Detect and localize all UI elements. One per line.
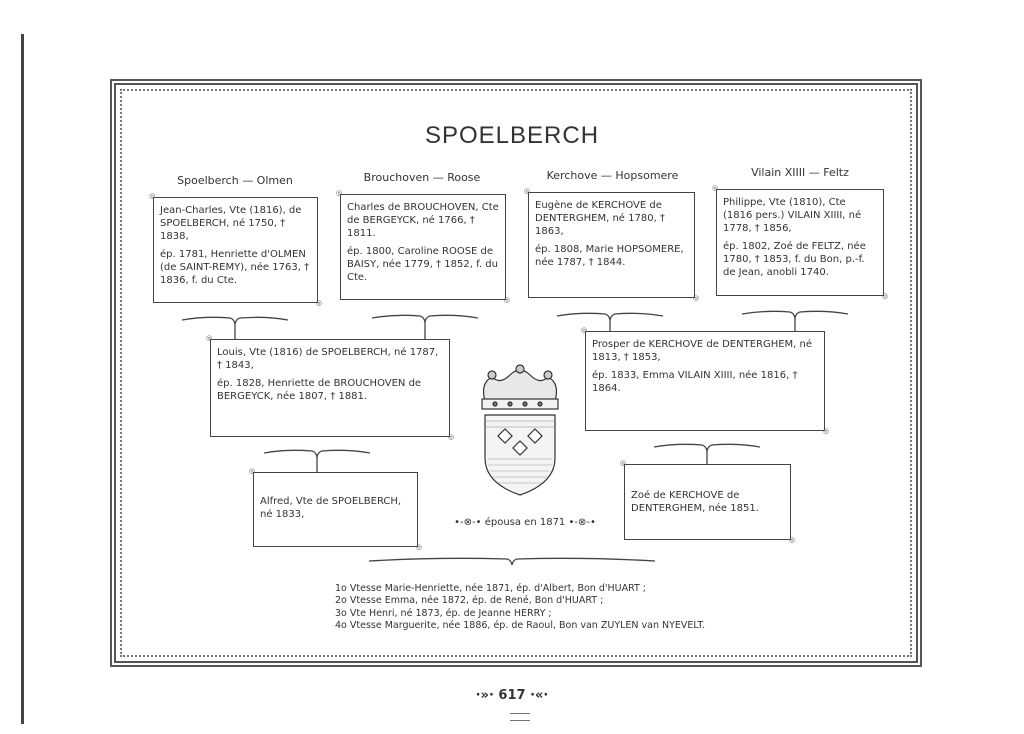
person-box-eugene-kerchove <box>528 192 695 298</box>
box-text: ◎ Jean-Charles, Vte (1816), de SPOELBERCH, né 1750, † 1838, <box>160 205 302 242</box>
box-text: ép. 1781, Henriette d'OLMEN (de SAINT-REMY), née 1763, † 1836, f. du Cte. <box>160 249 310 286</box>
box-text: ◎ Prosper de KERCHOVE de DENTERGHEM, né 1813, † 1853, <box>592 339 813 363</box>
page-number-text: 617 <box>498 688 526 703</box>
person-box-prosper-kerchove <box>585 331 825 431</box>
header-vilain-feltz: Vilain XIIII — Feltz <box>751 166 849 179</box>
page-number <box>0 688 1024 703</box>
list-item: 1o Vtesse Marie-Henriette, née 1871, ép. d'Albert, Bon d'HUART ; <box>335 583 647 594</box>
box-text: ép. 1808, Marie HOPSOMERE, née 1787, † 1844. <box>535 244 684 268</box>
brace-connector <box>652 437 762 467</box>
box-text: ◎ Charles de BROUCHOVEN, Cte de BERGEYCK, né 1766, † 1811. <box>347 202 499 239</box>
person-box-louis-spoelberch <box>210 339 450 437</box>
ornament-icon: •-⊗-• <box>454 517 482 528</box>
marriage-text: épousa en 1871 <box>484 517 566 528</box>
box-text: ◎ Zoé de KERCHOVE de DENTERGHEM, née 1851. <box>631 490 759 514</box>
children-list <box>335 583 755 632</box>
person-box-jean-charles <box>153 197 318 303</box>
box-text: ◎ Eugène de KERCHOVE de DENTERGHEM, né 1780, † 1863, <box>535 200 665 237</box>
brace-connector <box>180 310 290 340</box>
box-text: ép. 1802, Zoé de FELTZ, née 1780, † 1853, f. du Bon, p.-f. de Jean, anobli 1740. <box>723 241 866 278</box>
marriage-note <box>450 517 600 528</box>
brace-connector <box>740 304 850 332</box>
brace-connector <box>370 308 480 340</box>
header-brouchoven-roose: Brouchoven — Roose <box>363 171 481 184</box>
ornament-icon: •-⊗-• <box>568 517 596 528</box>
box-text: ép. 1800, Caroline ROOSE de BAISY, née 1779, † 1852, f. du Cte. <box>347 246 498 283</box>
ornament-icon: ·»· <box>475 688 494 703</box>
box-text: ◎ Alfred, Vte de SPOELBERCH, né 1833, <box>260 496 402 520</box>
box-text: ép. 1833, Emma VILAIN XIIII, née 1816, † 1864. <box>592 370 798 394</box>
brace-connector <box>262 443 372 473</box>
list-item: 3o Vte Henri, né 1873, ép. de Jeanne HERRY ; <box>335 607 552 619</box>
coat-of-arms-image <box>470 363 570 498</box>
box-text: ◎ Louis, Vte (1816) de SPOELBERCH, né 1787, † 1843, <box>217 347 439 371</box>
list-item: 4o Vtesse Marguerite, née 1886, ép. de Raoul, Bon van ZUYLEN van NYEVELT. <box>335 620 706 632</box>
list-item: 2o Vtesse Emma, née 1872, ép. de René, Bon d'HUART ; <box>335 595 604 607</box>
person-box-charles-brouchoven <box>340 194 506 300</box>
person-box-zoe-kerchove <box>624 464 791 540</box>
person-box-philippe-vilain <box>716 189 884 296</box>
ornament-icon: ·«· <box>530 688 549 703</box>
footer-ornament <box>510 713 530 721</box>
box-text: ép. 1828, Henriette de BROUCHOVEN de BERGEYCK, née 1807, † 1881. <box>217 378 422 402</box>
box-text: ◎ Philippe, Vte (1810), Cte (1816 pers.) VILAIN XIIII, né 1778, † 1856, <box>723 197 862 234</box>
brace-connector <box>367 553 657 577</box>
page-title: SPOELBERCH <box>424 122 600 149</box>
header-kerchove-hopsomere: Kerchove — Hopsomere <box>546 169 679 182</box>
header-spoelberch-olmen: Spoelberch — Olmen <box>177 174 293 187</box>
person-box-alfred-spoelberch <box>253 472 418 547</box>
